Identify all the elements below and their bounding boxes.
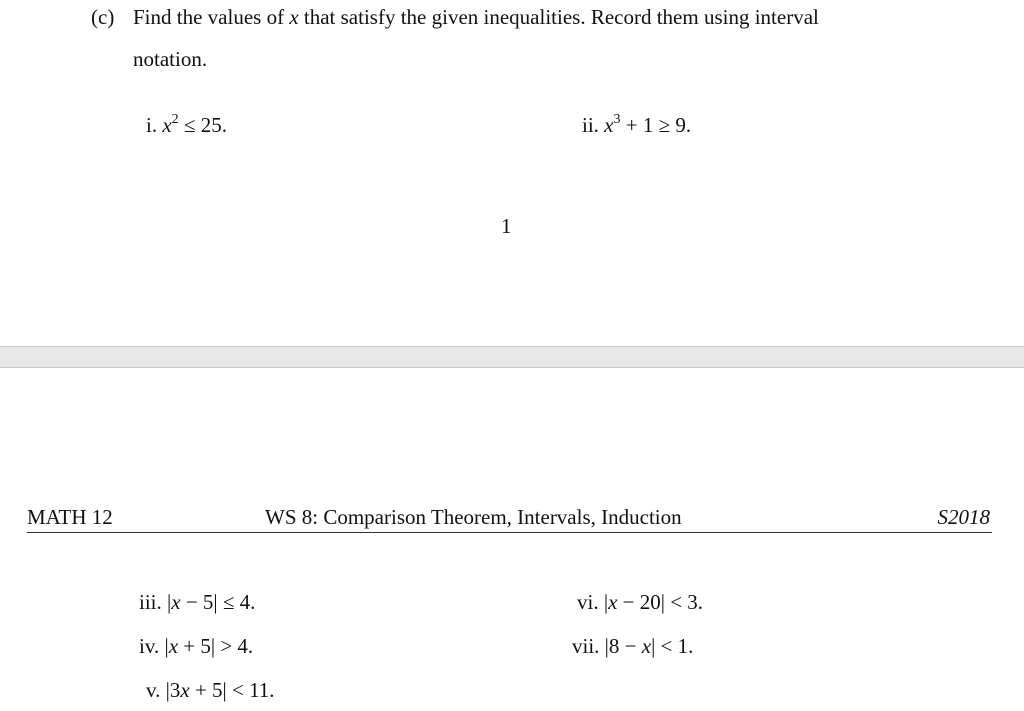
problem-numeral: ii.: [582, 113, 599, 137]
header-term: S2018: [937, 505, 990, 529]
problem-iii: [139, 589, 255, 615]
problem-prefix: |: [603, 590, 609, 614]
problem-prefix: |: [167, 590, 172, 614]
problem-variable: x: [608, 590, 618, 614]
problem-v: [146, 677, 275, 703]
problem-expression: − 5| ≤ 4.: [180, 590, 256, 614]
problem-exponent: 2: [171, 112, 179, 127]
part-c-label: (c): [91, 5, 115, 29]
problem-variable: x: [641, 634, 652, 658]
instruction-text-b: that satisfy the given inequalities. Record them using interval: [298, 5, 819, 29]
problem-variable: x: [168, 634, 179, 658]
problem-expression: ≤ 25.: [178, 113, 227, 137]
problem-numeral: vii.: [572, 634, 600, 658]
problem-numeral: vi.: [577, 590, 599, 614]
problem-i: [146, 112, 227, 138]
page-separator: [0, 346, 1024, 368]
header-title: WS 8: Comparison Theorem, Intervals, Induction: [265, 505, 682, 529]
problem-ii: [582, 112, 691, 138]
instruction-variable: x: [289, 5, 299, 29]
problem-numeral: iii.: [139, 590, 162, 614]
problem-variable: x: [180, 678, 190, 702]
part-c-instruction: [133, 4, 819, 30]
problem-expression: + 5| > 4.: [178, 634, 254, 658]
part-c-instruction-line2: notation.: [133, 47, 208, 71]
problem-vii: [572, 633, 693, 659]
instruction-text-a: Find the values of: [133, 5, 290, 29]
problem-expression: − 20| < 3.: [617, 590, 704, 614]
problem-prefix: |8 −: [604, 634, 642, 658]
problem-variable: x: [604, 113, 614, 137]
problem-expression: | < 1.: [651, 634, 694, 658]
problem-numeral: iv.: [139, 634, 160, 658]
problem-numeral: i.: [146, 113, 158, 137]
problem-exponent: 3: [613, 112, 621, 127]
problem-vi: [577, 589, 703, 615]
problem-variable: x: [171, 590, 181, 614]
problem-prefix: |3: [165, 678, 181, 702]
problem-expression: + 5| < 11.: [189, 678, 275, 702]
problem-iv: [139, 633, 253, 659]
header-course: MATH 12: [27, 505, 113, 529]
problem-prefix: |: [164, 634, 169, 658]
problem-variable: x: [162, 113, 172, 137]
problem-expression: + 1 ≥ 9.: [620, 113, 692, 137]
problem-numeral: v.: [146, 678, 161, 702]
header-rule: [27, 532, 992, 533]
page-number: 1: [501, 214, 512, 238]
